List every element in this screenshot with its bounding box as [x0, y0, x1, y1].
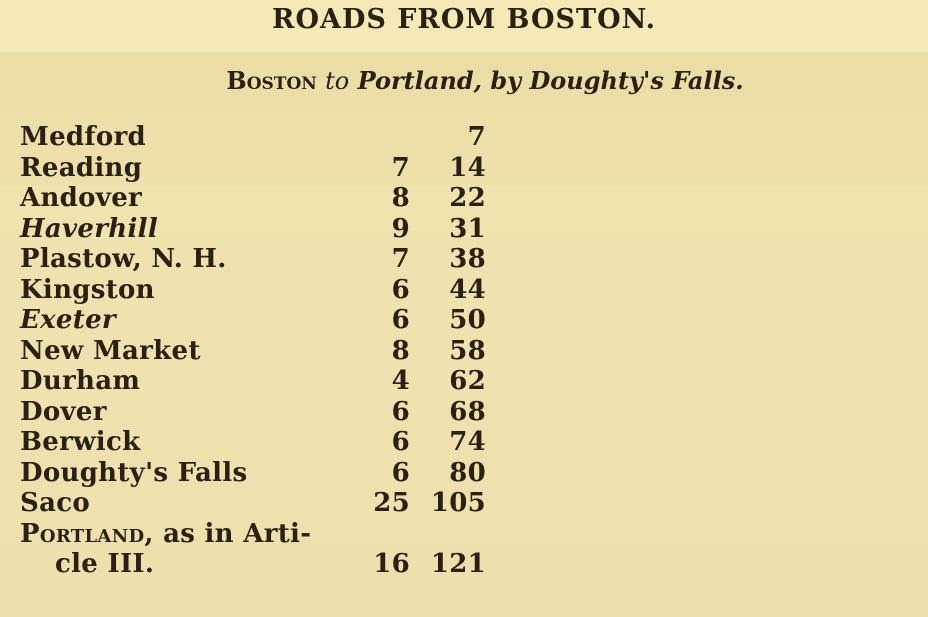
total-distance: 38 — [449, 244, 486, 274]
place-name: New Market — [20, 335, 201, 366]
table-row — [20, 488, 500, 519]
total-distance: 68 — [449, 396, 486, 427]
place-name: Berwick — [20, 427, 141, 457]
total-distance: 80 — [449, 457, 486, 488]
page-header: ROADS FROM BOSTON. — [272, 4, 656, 35]
segment-distance: 6 — [391, 396, 410, 427]
table-row — [20, 244, 500, 275]
place-name: Durham — [20, 366, 141, 396]
place-name: Kingston — [20, 274, 155, 305]
total-distance: 31 — [449, 213, 486, 244]
table-row — [20, 183, 500, 214]
table-row — [20, 153, 500, 184]
place-name: Medford — [20, 122, 147, 152]
total-distance: 121 — [430, 548, 486, 579]
place-name: Reading — [20, 152, 143, 183]
total-distance: 74 — [449, 427, 486, 457]
segment-distance: 6 — [391, 457, 410, 488]
place-name: Andover — [20, 183, 143, 213]
place-name: Exeter — [20, 305, 116, 335]
segment-distance: 8 — [391, 335, 410, 366]
table-row — [20, 122, 500, 153]
table-row — [20, 336, 500, 367]
segment-distance: 6 — [391, 305, 410, 335]
segment-distance: 6 — [391, 274, 410, 305]
place-name: Haverhill — [20, 213, 158, 244]
place-name-rest: , as in Arti- — [144, 518, 312, 549]
place-name — [20, 519, 311, 579]
segment-distance: 6 — [391, 427, 410, 457]
table-row — [20, 458, 500, 489]
place-name: Saco — [20, 488, 90, 518]
total-distance: 14 — [449, 152, 486, 183]
table-row — [20, 397, 500, 428]
total-distance: 105 — [430, 488, 486, 518]
table-row — [20, 214, 500, 245]
route-origin: Boston — [226, 66, 317, 95]
total-distance: 50 — [449, 305, 486, 335]
route-connector: to — [325, 67, 350, 95]
table-row — [20, 366, 500, 397]
route-subtitle — [0, 66, 928, 95]
segment-distance: 25 — [373, 488, 410, 518]
route-destination: Portland, by Doughty's Falls. — [357, 66, 744, 95]
place-name-line2: cle III. — [55, 548, 155, 579]
place-name: Dover — [20, 396, 107, 427]
segment-distance: 7 — [391, 152, 410, 183]
table-row-portland — [20, 519, 500, 579]
distance-table — [20, 122, 500, 579]
segment-distance: 9 — [391, 213, 410, 244]
segment-distance: 7 — [391, 244, 410, 274]
table-row — [20, 427, 500, 458]
segment-distance: 4 — [391, 366, 410, 396]
place-name: Doughty's Falls — [20, 457, 248, 488]
table-row — [20, 305, 500, 336]
segment-distance: 8 — [391, 183, 410, 213]
total-distance: 58 — [449, 335, 486, 366]
segment-distance: 16 — [373, 548, 410, 579]
total-distance: 7 — [467, 122, 486, 152]
place-name: Plastow, N. H. — [20, 244, 227, 274]
total-distance: 62 — [449, 366, 486, 396]
total-distance: 22 — [449, 183, 486, 213]
total-distance: 44 — [449, 274, 486, 305]
place-name-smallcaps: Portland — [20, 518, 145, 549]
table-row — [20, 275, 500, 306]
